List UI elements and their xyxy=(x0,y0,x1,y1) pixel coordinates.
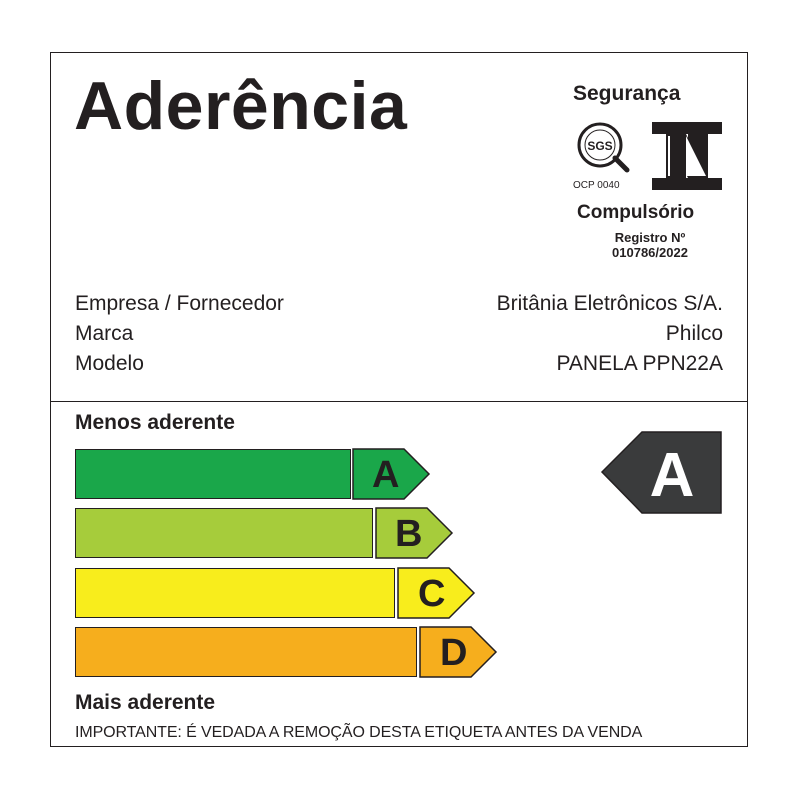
label-modelo: Modelo xyxy=(75,352,144,375)
registro-label: Registro Nº xyxy=(614,230,686,245)
class-bar-d xyxy=(75,627,417,677)
warning-text: IMPORTANTE: É VEDADA A REMOÇÃO DESTA ETIQUETA ANTES DA VENDA xyxy=(75,724,643,741)
class-bar-b xyxy=(75,508,373,558)
info-labels xyxy=(75,289,284,379)
class-letter-c: C xyxy=(418,573,446,615)
scale-top-label: Menos aderente xyxy=(75,411,235,434)
value-marca: Philco xyxy=(665,322,723,345)
label-marca: Marca xyxy=(75,322,134,345)
inmetro-i-icon xyxy=(652,122,724,192)
sgs-mark-text: SGS xyxy=(587,139,613,153)
class-bar-c xyxy=(75,568,395,618)
result-indicator xyxy=(600,431,724,517)
sgs-seal-icon xyxy=(575,120,635,180)
class-bar-a xyxy=(75,449,351,499)
value-modelo: PANELA PPN22A xyxy=(556,352,723,375)
scale-bottom-label: Mais aderente xyxy=(75,691,216,714)
section-divider xyxy=(50,401,748,402)
registro-number: 010786/2022 xyxy=(612,245,688,260)
certification-bottom-text: Compulsório xyxy=(577,202,695,223)
class-letter-d: D xyxy=(440,632,468,674)
ocp-code: OCP 0040 xyxy=(573,180,620,191)
class-letter-b: B xyxy=(395,513,423,555)
registro xyxy=(555,230,745,260)
info-values xyxy=(497,289,723,379)
label-title: Aderência xyxy=(74,68,408,144)
result-letter: A xyxy=(649,441,695,510)
certification-top-text: Segurança xyxy=(573,82,681,105)
label-empresa: Empresa / Fornecedor xyxy=(75,292,284,315)
class-letter-a: A xyxy=(372,454,400,496)
value-empresa: Britânia Eletrônicos S/A. xyxy=(496,292,723,315)
